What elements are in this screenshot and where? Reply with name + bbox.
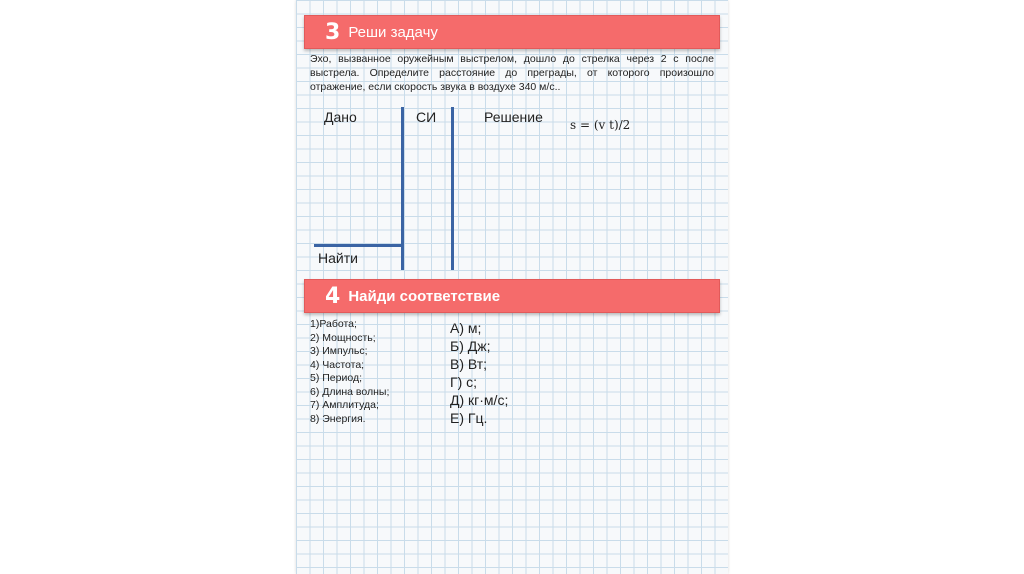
list-item: Г) с; bbox=[450, 374, 478, 390]
find-divider bbox=[314, 244, 404, 247]
list-item: Е) Гц. bbox=[450, 410, 488, 426]
list-item: 2) Мощность; bbox=[310, 331, 376, 344]
list-item: 5) Период; bbox=[310, 372, 362, 384]
list-item: В) Вт; bbox=[450, 356, 488, 372]
list-item: Б) Дж; bbox=[450, 338, 491, 354]
list-item: 1)Работа; bbox=[310, 318, 357, 330]
task3-title: Реши задачу bbox=[348, 23, 438, 41]
task4-title: Найди соответствие bbox=[348, 287, 501, 305]
quantities-list bbox=[310, 318, 389, 426]
list-item: 3) Импульс; bbox=[310, 345, 368, 357]
find-label: Найти bbox=[318, 250, 358, 266]
list-item: 7) Амплитуда; bbox=[310, 399, 379, 411]
formula: s = (v t)/2 bbox=[570, 118, 631, 132]
task3-text: Эхо, вызванное оружейным выстрелом, дошло до стрелка через 2 с после выстрела. Определите расстояние до преграды, от которого произошло отражение, если скорость звука в воздухе 340 м/с.. bbox=[310, 53, 714, 93]
si-label: СИ bbox=[416, 109, 437, 125]
given-label: Дано bbox=[324, 109, 357, 125]
task4-banner bbox=[304, 279, 720, 313]
si-divider bbox=[451, 107, 454, 270]
list-item: 4) Частота; bbox=[310, 358, 365, 371]
task3-banner bbox=[304, 15, 720, 49]
task4-number: 4 bbox=[325, 283, 341, 309]
task3-number: 3 bbox=[325, 19, 341, 45]
list-item: Д) кг·м/с; bbox=[450, 392, 509, 408]
solution-label: Решение bbox=[484, 109, 543, 125]
worksheet-page bbox=[296, 0, 728, 574]
list-item: А) м; bbox=[450, 320, 482, 336]
list-item: 6) Длина волны; bbox=[310, 385, 390, 398]
units-list bbox=[450, 319, 508, 427]
list-item: 8) Энергия. bbox=[310, 412, 366, 425]
